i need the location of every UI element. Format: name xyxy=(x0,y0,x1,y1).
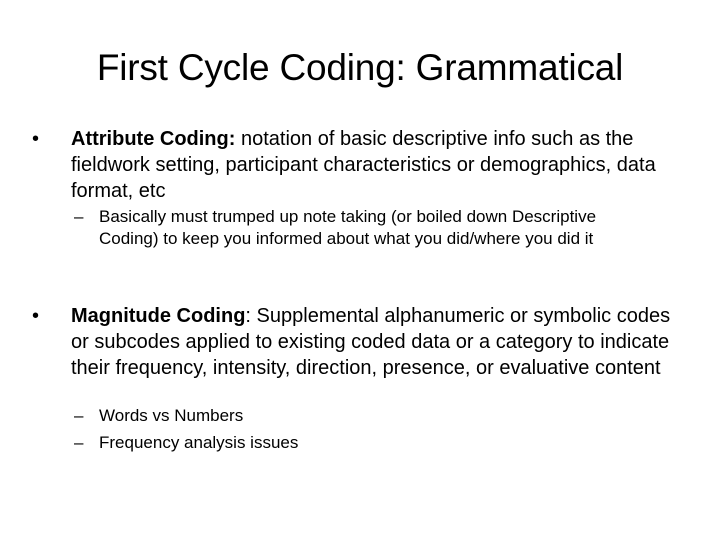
bullet-attribute-coding xyxy=(32,126,680,204)
slide-title: First Cycle Coding: Grammatical xyxy=(96,47,624,88)
subbullet-marker: – xyxy=(74,207,84,226)
bullet-term: Attribute Coding xyxy=(71,128,229,150)
subbullet-words-vs-numbers xyxy=(74,405,654,427)
bullet-term: Magnitude Coding xyxy=(71,305,246,327)
bullet-description: Supplemental alphanumeric or symbolic codes or subcodes applied to existing coded data or a category to indicate their frequency, intensity, direction, presence, or evaluative content xyxy=(71,305,671,379)
bullet-text xyxy=(71,303,680,381)
subbullet-marker: – xyxy=(74,433,84,452)
subbullet-note-taking xyxy=(74,206,654,250)
subbullet-marker: – xyxy=(74,406,84,425)
subbullet-text: Frequency analysis issues xyxy=(99,433,299,452)
bullet-magnitude-coding xyxy=(32,303,680,381)
bullet-text xyxy=(71,126,680,204)
bullet-colon: : xyxy=(228,128,236,150)
bullet-colon: : xyxy=(245,305,251,327)
subbullet-frequency-analysis xyxy=(74,432,654,454)
bullet-description: notation of basic descriptive info such as the fieldwork setting, participant characteristics or demographics, data format, etc xyxy=(71,128,656,202)
bullet-marker: • xyxy=(32,305,40,327)
subbullet-text: Words vs Numbers xyxy=(99,406,244,425)
subbullet-text: Basically must trumped up note taking (or boiled down Descriptive Coding) to keep you informed about what you did/where you did it xyxy=(99,207,597,248)
bullet-marker: • xyxy=(32,128,40,150)
